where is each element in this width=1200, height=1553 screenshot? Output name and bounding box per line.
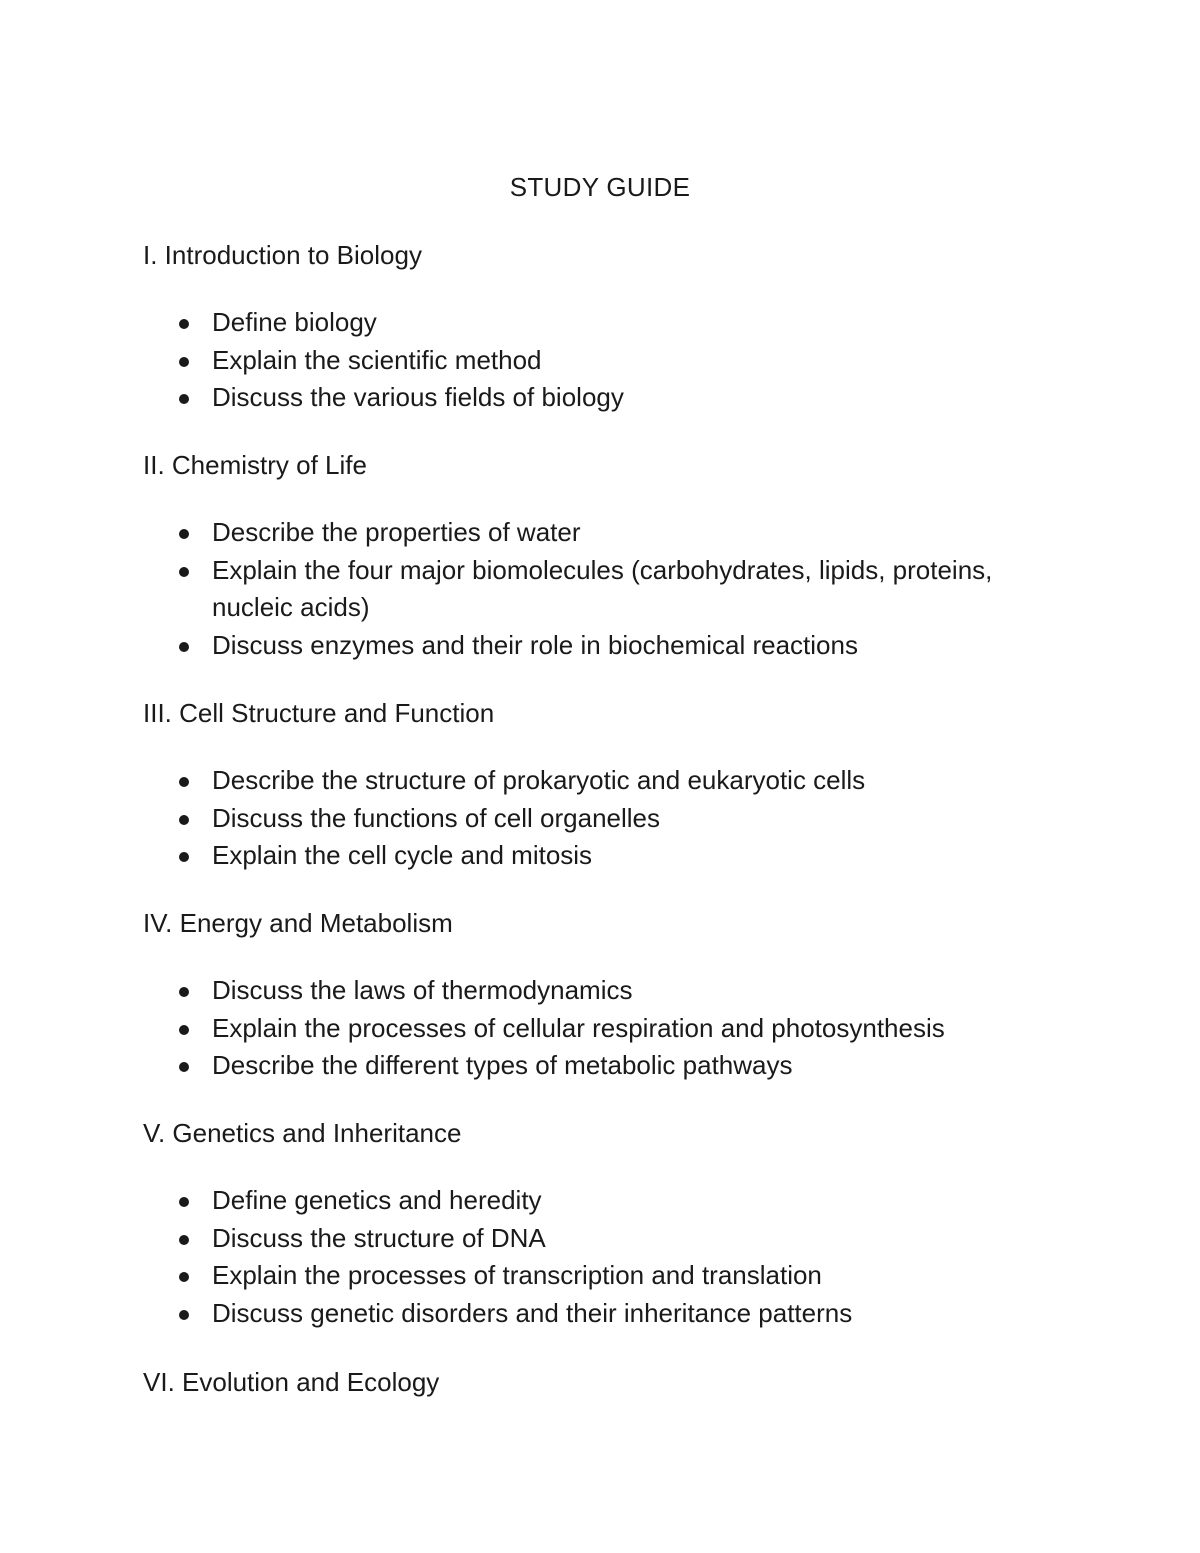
bullet-icon	[179, 1025, 189, 1035]
section-5-list	[0, 1182, 1052, 1332]
section-2-list	[0, 514, 1052, 664]
list-item: Discuss enzymes and their role in biochemical reactions	[0, 627, 1052, 665]
bullet-icon	[179, 852, 189, 862]
section-heading-6: VI. Evolution and Ecology	[143, 1367, 440, 1397]
bullet-icon	[179, 1062, 189, 1072]
list-item: Discuss the structure of DNA	[0, 1220, 1052, 1258]
list-item: Define genetics and heredity	[0, 1182, 1052, 1220]
list-item: Explain the scientific method	[0, 342, 1052, 380]
bullet-icon	[179, 1310, 189, 1320]
section-heading-1: I. Introduction to Biology	[143, 240, 422, 270]
bullet-icon	[179, 1235, 189, 1245]
bullet-icon	[179, 567, 189, 577]
bullet-icon	[179, 1272, 189, 1282]
list-item: Explain the four major biomolecules (carbohydrates, lipids, proteins, nucleic acids)	[0, 552, 1052, 627]
list-item: Define biology	[0, 304, 1052, 342]
bullet-icon	[179, 529, 189, 539]
bullet-icon	[179, 815, 189, 825]
bullet-icon	[179, 357, 189, 367]
list-item: Describe the different types of metabolic pathways	[0, 1047, 1052, 1085]
section-heading-5: V. Genetics and Inheritance	[143, 1118, 462, 1148]
section-heading-3: III. Cell Structure and Function	[143, 698, 495, 728]
list-item: Describe the properties of water	[0, 514, 1052, 552]
section-4-list	[0, 972, 1052, 1085]
list-item: Explain the processes of transcription and translation	[0, 1257, 1052, 1295]
section-3-list	[0, 762, 1052, 875]
bullet-icon	[179, 642, 189, 652]
list-item: Explain the cell cycle and mitosis	[0, 837, 1052, 875]
list-item: Discuss the various fields of biology	[0, 379, 1052, 417]
bullet-icon	[179, 394, 189, 404]
bullet-icon	[179, 777, 189, 787]
list-item: Explain the processes of cellular respiration and photosynthesis	[0, 1010, 1052, 1048]
list-item: Discuss the functions of cell organelles	[0, 800, 1052, 838]
bullet-icon	[179, 987, 189, 997]
section-1-list	[0, 304, 1052, 417]
document-title: STUDY GUIDE	[509, 172, 691, 202]
section-heading-4: IV. Energy and Metabolism	[143, 908, 453, 938]
list-item: Discuss genetic disorders and their inheritance patterns	[0, 1295, 1052, 1333]
list-item: Describe the structure of prokaryotic and eukaryotic cells	[0, 762, 1052, 800]
bullet-icon	[179, 319, 189, 329]
bullet-icon	[179, 1197, 189, 1207]
list-item: Discuss the laws of thermodynamics	[0, 972, 1052, 1010]
section-heading-2: II. Chemistry of Life	[143, 450, 367, 480]
